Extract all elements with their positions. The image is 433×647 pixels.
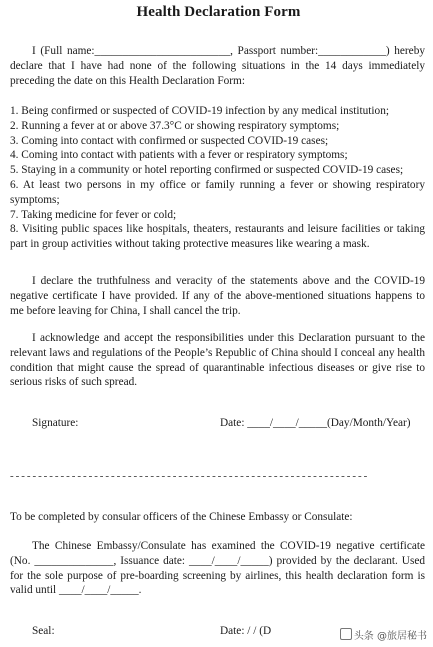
list-item: 3. Coming into contact with confirmed or suspected COVID-19 cases; — [10, 134, 329, 147]
list-item: 6. At least two persons in my office or family running a fever or showing respiratory symptoms; — [10, 178, 425, 206]
list-item: 2. Running a fever at or above 37.3°C or showing respiratory symptoms; — [10, 119, 340, 132]
signature-row — [10, 417, 425, 433]
intro-paragraph: I (Full name:________________________, Passport number:____________) hereby declare that I have had none of the following situations in the 14 days immediately preceding the date on this Health Declaration Form: — [10, 45, 425, 87]
situation-list — [10, 104, 425, 252]
list-item: 1. Being confirmed or suspected of COVID-19 infection by any medical institution; — [10, 105, 389, 117]
declaration-truthfulness: I declare the truthfulness and veracity of the statements above and the COVID-19 negative certificate I have provided. If any of the above-mentioned situations happens to me before leaving for China, I shall cancel the trip. — [10, 275, 425, 317]
section-divider: - - - - - - - - - - - - - - - - - - - - - - - - - - - - - - - - - - - - - - - - - - - - - - - - - - - - - - - - - - - - - - - - — [10, 470, 367, 482]
health-declaration-form — [10, 0, 427, 647]
seal-label: Seal: — [32, 625, 55, 637]
form-title: Health Declaration Form — [136, 4, 301, 20]
list-item: 7. Taking medicine for fever or cold; — [10, 208, 177, 221]
declarant-date-label: Date: ____/____/_____(Day/Month/Year) — [220, 417, 411, 429]
watermark — [338, 626, 429, 643]
consular-paragraph: The Chinese Embassy/Consulate has examined the COVID-19 negative certificate (No. ______________, Issuance date: ____/____/_____) provided by the declarant. Used for the sole purpose of pre-boarding screening by airlines, this health declaration form is valid until ____/____/_____. — [10, 540, 425, 597]
list-item: 5. Staying in a community or hotel reporting confirmed or suspected COVID-19 cases; — [10, 164, 404, 177]
watermark-text: 头条 @旅居秘书 — [353, 631, 427, 642]
signature-label: Signature: — [32, 417, 79, 429]
watermark-logo-icon — [340, 628, 352, 640]
list-item: 4. Coming into contact with patients with a fever or respiratory symptoms; — [10, 149, 348, 162]
list-item: 8. Visiting public spaces like hospitals, theaters, restaurants and leisure facilities or taking part in group activities without taking protective measures like wearing a mask. — [10, 223, 425, 251]
declaration-acknowledgement: I acknowledge and accept the responsibilities under this Declaration pursuant to the relevant laws and regulations of the People’s Republic of China should I conceal any health condition that might cause the spread of quarantinable infectious diseases or give rise to serious risks of such spread. — [10, 332, 425, 389]
consular-date-label: Date: / / (D — [220, 625, 272, 637]
consular-section-heading: To be completed by consular officers of the Chinese Embassy or Consulate: — [10, 511, 353, 523]
